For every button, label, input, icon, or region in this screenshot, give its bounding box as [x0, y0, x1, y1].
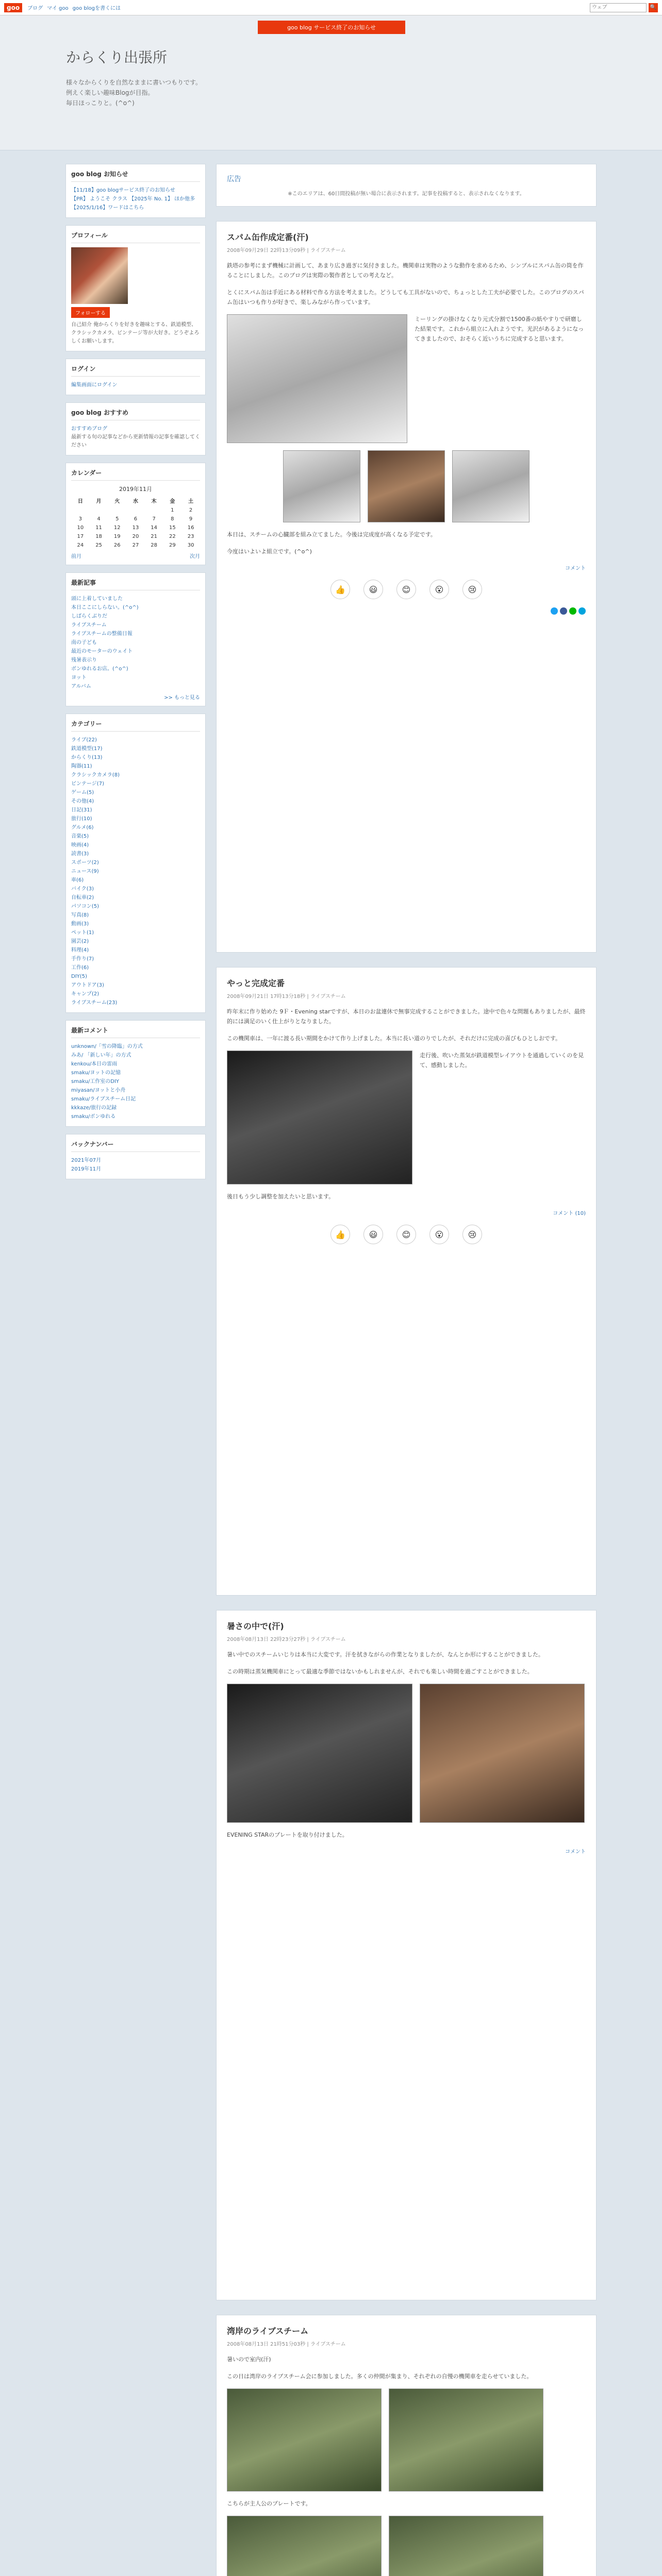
cal-head: 土 [188, 499, 194, 504]
recent-item[interactable]: 頭に上着していました [71, 596, 123, 602]
cal-head: 木 [151, 499, 157, 504]
top-link-mygoo[interactable]: マイ goo [47, 6, 69, 11]
category-item[interactable]: DIY(5) [71, 974, 87, 979]
info-item[interactable]: 【11/18】goo blogサービス終了のお知らせ [71, 188, 175, 193]
backnumber-section [65, 1134, 206, 1179]
cal-day: 3 [78, 516, 82, 522]
profile-text: 自己紹介 俺からくりを好きを趣味とする、鉄道模型、クラシックカメラ、ビンテージ等が大好き。どうぞよろしくお願いします。 [71, 322, 200, 344]
post-title[interactable]: やっと完成定番 [227, 978, 285, 988]
category-item[interactable]: ライブスチーム(23) [71, 1000, 118, 1006]
top-link-blog[interactable]: ブログ [27, 6, 43, 11]
blog-desc-3: 毎日ほっこりと。(^o^) [66, 99, 135, 107]
goo-logo[interactable]: goo [4, 3, 22, 12]
cal-next-link[interactable]: 次月 [190, 554, 200, 560]
post-1 [216, 221, 597, 953]
cal-day: 7 [152, 516, 156, 522]
login-link[interactable]: 編集画面にログイン [71, 382, 118, 388]
cal-day: 24 [77, 543, 84, 548]
post-paragraph: ミーリングの掛けなくなり元式分割で1500番の紙やすりで研磨した結果です。これから組立に入れようです。光沢があるようになってきましたので、おそらく近いうちに完成すると思います。 [415, 316, 584, 342]
ad-block [216, 164, 597, 207]
category-item[interactable]: 鉄道模型(17) [71, 746, 103, 752]
backnumber-item[interactable]: 2021年07月 [71, 1158, 102, 1163]
recent-comment-item[interactable]: smaku/ボンゆれる [71, 1114, 116, 1120]
post-paragraph: 本日は、スチームの心臓部を組み立てました。今後は完成度が高くなる予定です。 [227, 531, 436, 538]
reaction-icon[interactable]: 😃 [363, 1225, 383, 1244]
backnumber-item[interactable]: 2019年11月 [71, 1166, 102, 1172]
cal-day: 17 [77, 534, 84, 539]
category-item[interactable]: 工作(6) [71, 965, 89, 971]
comment-link[interactable]: コメント [565, 1849, 586, 1855]
cal-day: 1 [171, 507, 174, 513]
cal-day: 12 [113, 525, 121, 531]
ad-heading: 広告 [227, 175, 241, 183]
facebook-icon[interactable] [560, 607, 567, 615]
follow-button[interactable]: フォローする [71, 307, 110, 318]
cal-day: 15 [169, 525, 176, 531]
service-end-notice[interactable]: goo blog サービス終了のお知らせ [258, 21, 405, 34]
reaction-icon[interactable]: 👍 [330, 580, 350, 599]
cal-prev-link[interactable]: 前月 [71, 554, 81, 560]
recent-item[interactable]: 南の子ども [71, 640, 97, 646]
reco-item[interactable]: おすすめブログ [71, 426, 108, 432]
post-meta: 2008年09月21日 17時13分18秒 | ライブスチーム [227, 994, 346, 999]
cal-day: 20 [132, 534, 139, 539]
post-title[interactable]: スパム缶作成定番(汗) [227, 232, 309, 242]
recent-item[interactable]: ライブスチームの整備日報 [71, 631, 133, 637]
cal-day: 13 [132, 525, 139, 531]
recent-comment-item[interactable]: smaku/ヨットの記憶 [71, 1070, 121, 1076]
category-item[interactable]: その他(4) [71, 799, 94, 804]
category-title: カテゴリー [71, 719, 200, 732]
cal-day: 19 [113, 534, 121, 539]
main-content [216, 164, 597, 2576]
profile-section [65, 225, 206, 351]
post-paragraph: 鉄塔の参考にまず機械に計画して、あまり広き過ぎに気付きました。機関車は実物のような動作を求めるため、シンプルにスパム缶の筒を作ることにしました。このブログは実際の製作者としての考えなど。 [227, 262, 584, 279]
cal-day [108, 506, 126, 515]
cal-day: 5 [115, 516, 119, 522]
post-photo[interactable] [389, 2516, 543, 2576]
cal-day: 11 [95, 525, 102, 531]
category-item[interactable]: 自転車(2) [71, 895, 94, 901]
info-item[interactable]: 【PR】 ようこそ クラス 【2025年 No. 1】 ほか他多 [71, 196, 195, 202]
avatar[interactable] [71, 247, 128, 304]
top-bar [0, 0, 662, 15]
post-photo[interactable] [227, 1684, 412, 1823]
reco-section [65, 402, 206, 455]
recent-comment-item[interactable]: miyasan/ヨットと小舟 [71, 1088, 126, 1093]
info-section [65, 164, 206, 218]
category-item[interactable]: 日記(31) [71, 807, 92, 813]
cal-day: 6 [134, 516, 138, 522]
cal-day: 4 [97, 516, 101, 522]
post-paragraph: 暑い中でのスチームいじりは本当に大変です。汗を拭きながらの作業となりましたが、なんとか形にすることができました。 [227, 1651, 544, 1658]
post-photo[interactable] [420, 1684, 585, 1823]
blog-header [0, 15, 662, 150]
category-item[interactable]: 料理(4) [71, 947, 89, 953]
comment-link[interactable]: コメント (10) [553, 1211, 586, 1216]
post-photo[interactable] [227, 314, 407, 443]
category-item[interactable]: 旅行(10) [71, 816, 92, 822]
category-item[interactable]: 映画(4) [71, 842, 89, 848]
cal-head: 日 [77, 499, 83, 504]
post-photo[interactable] [283, 450, 360, 522]
post-photo[interactable] [452, 450, 529, 522]
post-paragraph: とくにスパム缶は手近にある材料で作る方法を考えました。どうしても工具がないので、ちょっとした工夫が必要でした。このブログのスパム缶はいつも作りが好きで、楽しみながら作っています。 [227, 289, 584, 306]
search-icon[interactable]: 🔍 [649, 3, 658, 12]
comment-link[interactable]: コメント [565, 566, 586, 571]
info-item[interactable]: 【2025/1/16】ワードはこちら [71, 205, 144, 211]
category-item[interactable]: ビンテージ(7) [71, 781, 104, 787]
cal-day: 25 [95, 543, 102, 548]
backnumber-title: バックナンバー [71, 1140, 200, 1152]
blog-desc-1: 様々なからくりを自然なままに書いつもりです。 [66, 79, 202, 86]
category-item[interactable]: 写真(8) [71, 912, 89, 918]
recent-comments-section [65, 1020, 206, 1127]
post-paragraph: この時期は蒸気機関車にとって最適な季節ではないかもしれませんが、それでも楽しい時間を過ごすことができました。 [227, 1668, 533, 1675]
cal-day: 26 [113, 543, 121, 548]
category-item[interactable]: ライブ(22) [71, 737, 97, 743]
post-photo[interactable] [227, 2388, 382, 2492]
post-paragraph: 今度はいよいよ組立です。(^o^) [227, 548, 312, 555]
login-title: ログイン [71, 364, 200, 377]
category-item[interactable]: ニュース(9) [71, 869, 99, 874]
cal-day: 23 [187, 534, 194, 539]
reaction-icon[interactable]: 😢 [462, 1225, 482, 1244]
hatena-icon[interactable] [578, 607, 586, 615]
category-item[interactable]: 音楽(5) [71, 834, 89, 839]
recent-item[interactable]: 本日ここにしらない。(^o^) [71, 605, 139, 611]
post-4 [216, 2315, 597, 2576]
category-item[interactable]: バイク(3) [71, 886, 94, 892]
calendar-section [65, 463, 206, 565]
cal-day: 30 [187, 543, 194, 548]
post-paragraph: 後日もう少し調整を加えたいと思います。 [227, 1193, 335, 1200]
post-paragraph: 昨年末に作り始めた 9Ｆ・Evening starですが、本日のお盆連休で無事完成することができました。途中で色々な問題もありましたが、最終的には満足のいく仕上がりとなりました。 [227, 1008, 586, 1025]
login-section [65, 359, 206, 395]
recent-comment-item[interactable]: kkkaze/旅行の記録 [71, 1105, 117, 1111]
category-section [65, 714, 206, 1013]
recent-item[interactable]: ボンゆれるお店。(^o^) [71, 666, 128, 672]
recent-title: 最新記事 [71, 578, 200, 590]
cal-day: 29 [169, 543, 176, 548]
reaction-icon[interactable]: 👍 [330, 1225, 350, 1244]
cal-day: 10 [77, 525, 84, 531]
reaction-icon[interactable]: 😢 [462, 580, 482, 599]
recent-comment-item[interactable]: unknown/「雪の降臨」の方式 [71, 1044, 143, 1049]
blog-desc-2: 例えく楽しい趣味Blogが目指。 [66, 89, 154, 96]
search-area [590, 3, 658, 12]
info-title: goo blog お知らせ [71, 170, 200, 182]
category-item[interactable]: ゲーム(5) [71, 790, 94, 795]
calendar-title: カレンダー [71, 468, 200, 481]
cal-day: 21 [151, 534, 158, 539]
cal-head: 火 [114, 499, 120, 504]
category-item[interactable]: 車(6) [71, 877, 84, 883]
post-photo[interactable] [368, 450, 445, 522]
recent-comment-item[interactable]: smaku/工作室のDIY [71, 1079, 120, 1084]
post-photo[interactable] [389, 2388, 543, 2492]
post-meta: 2008年08月13日 21時51分03秒 | ライブスチーム [227, 2342, 346, 2347]
top-links [27, 4, 121, 11]
recent-item[interactable]: 最近のモーターのウェイト [71, 649, 133, 654]
cal-head: 月 [96, 499, 102, 504]
post-3 [216, 1610, 597, 2300]
reaction-icon[interactable]: 😃 [363, 580, 383, 599]
category-item[interactable]: パソコン(5) [71, 904, 99, 909]
post-2 [216, 967, 597, 1596]
recent-item[interactable]: 残暑表示り [71, 657, 97, 663]
category-item[interactable]: 動画(3) [71, 921, 89, 927]
reaction-icon[interactable]: 😮 [429, 1225, 449, 1244]
reco-text[interactable]: 最新する旬の記事などから更新情報の記事を確認してください [71, 434, 200, 448]
category-item[interactable]: クラシックカメラ(8) [71, 772, 120, 778]
recent-item[interactable]: ヨット [71, 675, 87, 681]
reaction-icon[interactable]: 😊 [396, 1225, 416, 1244]
category-item[interactable]: 園芸(2) [71, 939, 89, 944]
post-meta: 2008年08月13日 22時23分27秒 | ライブスチーム [227, 1637, 346, 1642]
twitter-icon[interactable] [551, 607, 558, 615]
recent-comment-item[interactable]: kenkou/本日の雷雨 [71, 1061, 118, 1067]
post-paragraph: この機関車は、一年に渡る長い期間をかけて作り上げました。本当に長い道のりでしたが、それだけに完成の喜びもひとしおです。 [227, 1035, 561, 1042]
cal-day [71, 506, 90, 515]
cal-day: 9 [189, 516, 193, 522]
calendar-month: 2019年11月 [119, 486, 152, 493]
recent-comments-title: 最新コメント [71, 1026, 200, 1038]
reaction-icon[interactable]: 😊 [396, 580, 416, 599]
cal-day: 8 [171, 516, 174, 522]
post-title[interactable]: 湾岸のライブスチーム [227, 2326, 309, 2336]
post-paragraph: こちらが主人公のプレートです。 [227, 2500, 311, 2507]
category-item[interactable]: ペット(1) [71, 930, 94, 936]
ad-text: ※このエリアは、60日間投稿が無い場合に表示されます。記事を投稿すると、表示されなくなります。 [288, 191, 525, 197]
post-paragraph: EVENING STARのプレートを取り付けました。 [227, 1832, 348, 1838]
cal-day: 27 [132, 543, 139, 548]
category-item[interactable]: 陶器(11) [71, 764, 92, 769]
profile-title: プロフィール [71, 231, 200, 243]
category-item[interactable]: グルメ(6) [71, 825, 94, 831]
cal-day [90, 506, 108, 515]
sidebar [65, 164, 206, 2576]
post-paragraph: 走行後、吹いた蒸気が鉄道模型レイアウトを通過していくのを見て、感動しました。 [420, 1052, 584, 1069]
more-link[interactable]: >> もっと見る [164, 695, 200, 701]
category-item[interactable]: キャンプ(2) [71, 991, 100, 997]
post-photo[interactable] [227, 1050, 412, 1184]
blog-title[interactable]: からくり出張所 [66, 49, 168, 66]
recent-comment-item[interactable]: smaku/ライブスチーム日記 [71, 1096, 136, 1102]
post-meta: 2008年09月29日 22時13分09秒 | ライブスチーム [227, 248, 346, 253]
cal-day [145, 506, 163, 515]
reaction-icon[interactable]: 😮 [429, 580, 449, 599]
reaction-buttons [227, 580, 586, 599]
recent-item[interactable]: しばらくぶりだ [71, 614, 107, 619]
recent-comment-item[interactable]: みあ/ 「新しい年」の方式 [71, 1053, 131, 1058]
post-title[interactable]: 暑さの中で(汗) [227, 1621, 284, 1631]
post-paragraph: この日は湾岸のライブスチーム会に参加しました。多くの仲間が集まり、それぞれの自慢の機関車を走らせていました。 [227, 2373, 533, 2380]
recent-item[interactable]: アルバム [71, 684, 91, 689]
category-item[interactable]: 手作り(7) [71, 956, 94, 962]
cal-day [126, 506, 145, 515]
reco-title: goo blog おすすめ [71, 408, 200, 420]
calendar-table [71, 495, 200, 550]
cal-head: 水 [133, 499, 138, 504]
cal-day: 14 [151, 525, 158, 531]
share-buttons [227, 607, 586, 615]
category-item[interactable]: スポーツ(2) [71, 860, 99, 866]
post-photo[interactable] [227, 2516, 382, 2576]
category-item[interactable]: からくり(13) [71, 755, 103, 760]
recent-item[interactable]: ライブスチーム [71, 622, 107, 628]
cal-day: 16 [187, 525, 194, 531]
cal-head: 金 [170, 499, 175, 504]
category-item[interactable]: 読書(3) [71, 851, 89, 857]
cal-day: 22 [169, 534, 176, 539]
post-paragraph: 暑いので室内(汗) [227, 2356, 271, 2363]
category-item[interactable]: アウトドア(3) [71, 982, 104, 988]
line-icon[interactable] [569, 607, 576, 615]
cal-day: 18 [95, 534, 102, 539]
cal-day: 28 [151, 543, 158, 548]
recent-section [65, 572, 206, 706]
reaction-buttons [227, 1225, 586, 1244]
search-input[interactable] [590, 3, 647, 12]
cal-day: 2 [189, 507, 193, 513]
top-link-howto[interactable]: goo blogを書くには [72, 6, 121, 11]
